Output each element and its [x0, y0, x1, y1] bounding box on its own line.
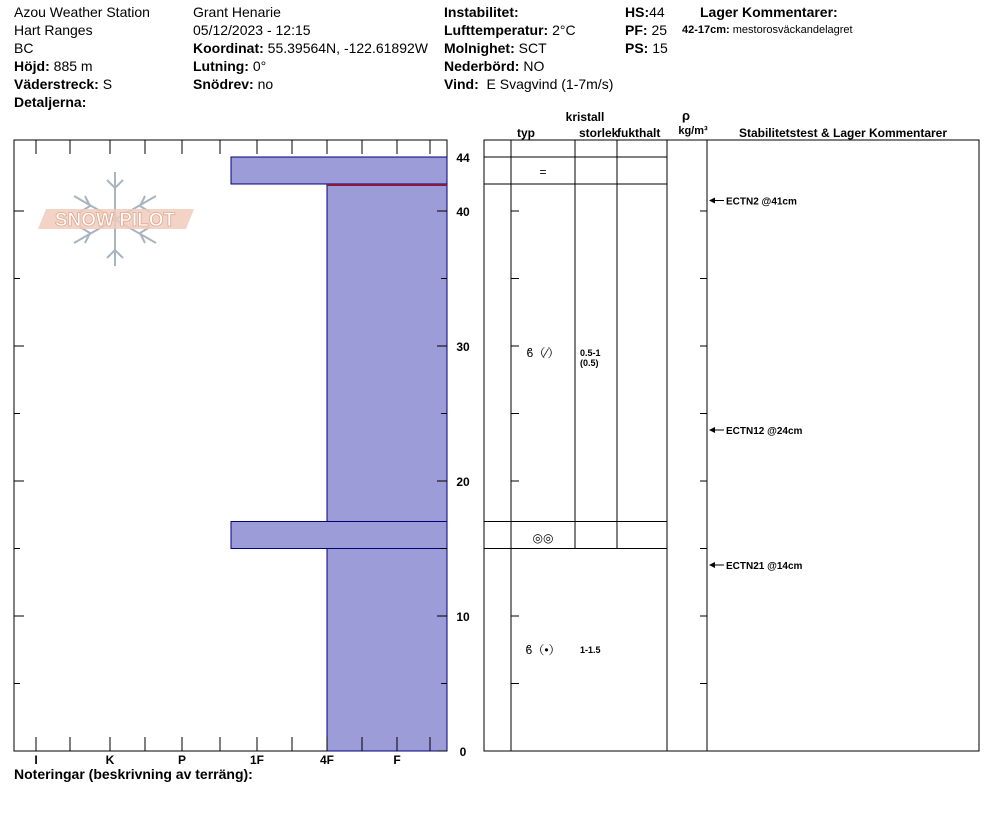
ps-label: PS: — [625, 40, 649, 56]
observer: Grant Henarie — [193, 4, 281, 20]
hardness-layer-3 — [327, 549, 447, 752]
header-stability: Stabilitetstest & Lager Kommentarer — [738, 126, 948, 140]
cloud-cover-label: Molnighet: — [444, 40, 515, 56]
grain-type-0: = — [539, 165, 547, 179]
stability-test-0: ECTN2 @41cm — [726, 196, 797, 208]
grain-size-1: 0.5-1 — [580, 348, 601, 358]
depth-label-44: 44 — [456, 151, 470, 165]
details-label: Detaljerna: — [14, 94, 87, 110]
logo-text: SNOW PILOT — [54, 210, 176, 231]
coordinates-label: Koordinat: — [193, 40, 264, 56]
header-kristall: kristall — [565, 110, 605, 124]
stability-test-2: ECTN21 @14cm — [726, 561, 803, 572]
datetime: 05/12/2023 - 12:15 — [193, 22, 311, 38]
grain-type-2: ◎◎ — [532, 531, 554, 545]
hs-label: HS: — [625, 4, 650, 20]
hs-value: 44 — [649, 4, 665, 20]
pf-value: 25 — [651, 22, 668, 38]
hardness-layer-2 — [231, 522, 447, 549]
layer-comment-range: 42-17cm: — [682, 24, 730, 36]
grain-type-3: ϐ（•） — [525, 643, 561, 657]
wind-label: Vind: — [444, 76, 479, 92]
cloud-cover-value: SCT — [518, 40, 547, 56]
aspect-label: Väderstreck: — [14, 76, 99, 92]
hardness-label-1F: 1F — [249, 753, 265, 767]
depth-label-10: 10 — [456, 610, 470, 624]
precipitation-label: Nederbörd: — [444, 58, 520, 74]
hardness-layers — [231, 157, 447, 751]
hardness-label-K: K — [105, 753, 115, 767]
layer-comments-label: Lager Kommentarer: — [700, 4, 838, 20]
stability-test-1: ECTN12 @24cm — [726, 426, 803, 437]
grain-type-1: ϐ（⁄） — [526, 346, 560, 360]
hardness-axis-labels — [34, 753, 400, 767]
grain-size-3: 1-1.5 — [580, 645, 601, 655]
slope-value: 0° — [252, 58, 267, 74]
hardness-label-F: F — [393, 753, 401, 767]
terrain-notes-label: Noteringar (beskrivning av terräng): — [14, 766, 253, 782]
aspect-value: S — [102, 76, 113, 92]
depth-label-20: 20 — [456, 475, 470, 489]
elevation-value: 885 m — [53, 58, 93, 74]
header-rho-unit: kg/m³ — [678, 125, 708, 137]
instability-label: Instabilitet: — [444, 4, 519, 20]
stability-arrow-icon-2 — [709, 562, 715, 568]
depth-label-0: 0 — [459, 745, 467, 759]
header-typ: typ — [517, 126, 535, 140]
hardness-label-I: I — [34, 753, 38, 767]
range-name: Hart Ranges — [14, 22, 93, 38]
air-temp-value: 2°C — [552, 22, 576, 38]
pf-label: PF: — [625, 22, 648, 38]
snowdrift-label: Snödrev: — [193, 76, 254, 92]
header-rho: ρ — [681, 108, 691, 123]
air-temp-label: Lufttemperatur: — [444, 22, 549, 38]
stability-arrow-icon-1 — [709, 427, 715, 433]
grain-size-secondary-1: (0.5) — [580, 358, 599, 368]
hardness-label-P: P — [177, 753, 187, 767]
snowpilot-logo — [38, 172, 194, 266]
hardness-layer-1 — [327, 184, 447, 522]
depth-label-40: 40 — [456, 205, 470, 219]
header-fukthalt: fukthalt — [617, 126, 661, 140]
elevation-label: Höjd: — [14, 58, 50, 74]
layer-table-frame — [484, 140, 979, 751]
station-name: Azou Weather Station — [14, 4, 150, 20]
hardness-layer-0 — [231, 157, 447, 184]
header-storlek: storlek — [579, 126, 619, 140]
depth-axis-labels — [456, 151, 470, 759]
depth-label-30: 30 — [456, 340, 470, 354]
hardness-label-4F: 4F — [319, 753, 335, 767]
stability-arrow-icon-0 — [709, 198, 715, 204]
slope-label: Lutning: — [193, 58, 249, 74]
province: BC — [14, 40, 34, 56]
precipitation-value: NO — [523, 58, 545, 74]
layer-comment-text: mestorosväckandelagret — [732, 24, 853, 36]
ps-value: 15 — [652, 40, 668, 56]
coordinates-value: 55.39564N, -122.61892W — [267, 40, 428, 56]
layer-table-ticks — [511, 211, 707, 751]
wind-value: E Svagvind (1-7m/s) — [486, 76, 614, 92]
snowdrift-value: no — [257, 76, 274, 92]
stability-tests — [709, 197, 803, 573]
